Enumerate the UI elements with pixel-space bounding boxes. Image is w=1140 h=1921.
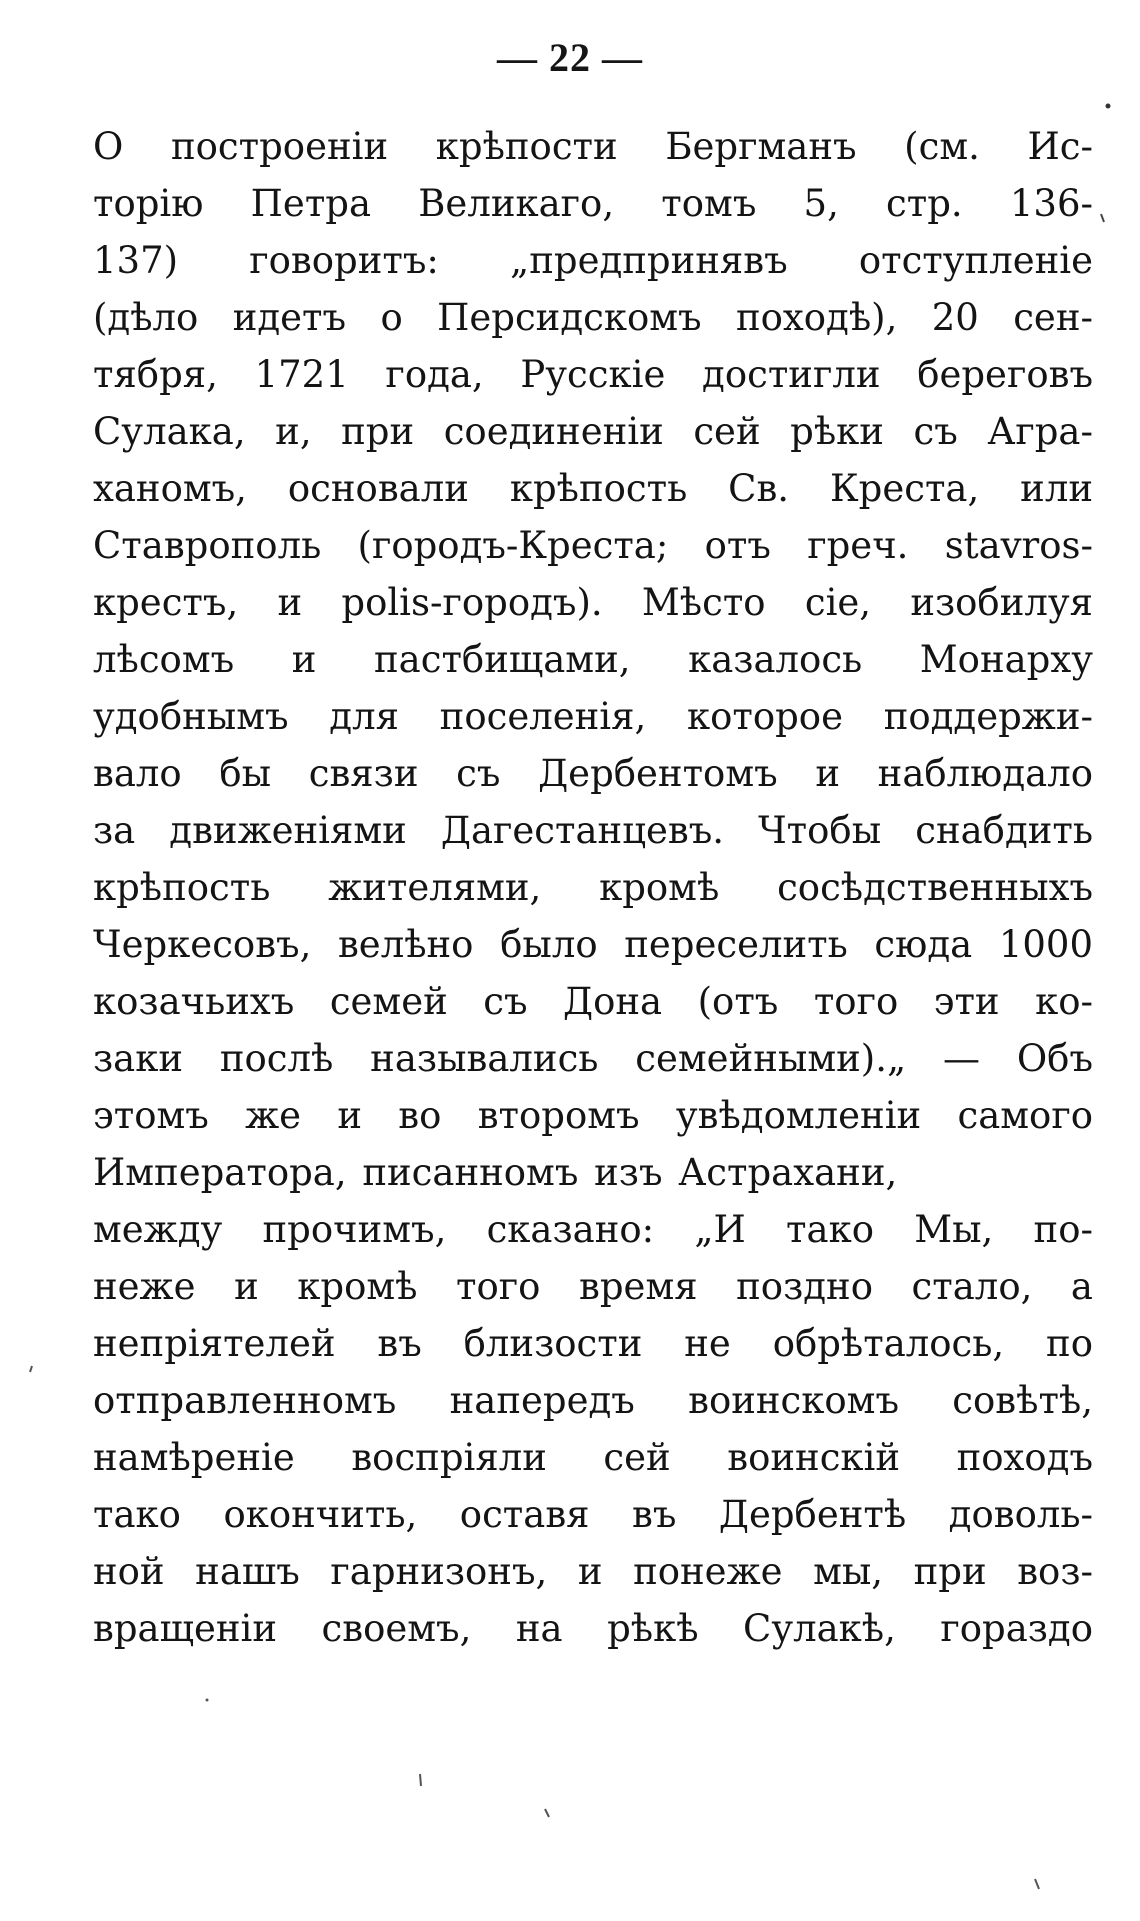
text-line: козачьихъ семей съ Дона (отъ того эти ко- bbox=[93, 980, 1093, 1023]
text-line: за движеніями Дагестанцевъ. Чтобы снабдить bbox=[93, 809, 1093, 852]
text-line: непріятелей въ близости не обрѣталось, по bbox=[93, 1322, 1093, 1365]
text-line: этомъ же и во второмъ увѣдомленіи самого bbox=[93, 1094, 1093, 1137]
text-line: лѣсомъ и пастбищами, казалось Монарху bbox=[93, 638, 1093, 681]
text-line: неже и кромѣ того время поздно стало, а bbox=[93, 1265, 1093, 1308]
text-line: Императора, писанномъ изъ Астрахани, bbox=[93, 1151, 898, 1194]
text-line: Ставрополь (городъ-Креста; отъ греч. stavros- bbox=[93, 524, 1093, 567]
scan-speck bbox=[1106, 104, 1111, 109]
scan-speck bbox=[1101, 214, 1104, 222]
text-line: удобнымъ для поселенія, которое поддержи- bbox=[93, 695, 1093, 738]
text-line: ной нашъ гарнизонъ, и понеже мы, при воз- bbox=[93, 1550, 1093, 1593]
text-line: крестъ, и polis-городъ). Мѣсто сіе, изобилуя bbox=[93, 581, 1093, 624]
text-line: крѣпость жителями, кромѣ сосѣдственныхъ bbox=[93, 866, 1093, 909]
text-line: вращеніи своемъ, на рѣкѣ Сулакѣ, гораздо bbox=[93, 1607, 1093, 1650]
text-line: отправленномъ напередъ воинскомъ совѣтѣ, bbox=[93, 1379, 1093, 1422]
text-line: заки послѣ назывались семейными).„ — Объ bbox=[93, 1037, 1093, 1080]
text-line: вало бы связи съ Дербентомъ и наблюдало bbox=[93, 752, 1093, 795]
text-line: (дѣло идетъ о Персидскомъ походѣ), 20 сен- bbox=[93, 296, 1093, 339]
text-line: 137) говоритъ: „предпринявъ отступленіе bbox=[93, 239, 1093, 282]
text-line: намѣреніе воспріяли сей воинскій походъ bbox=[93, 1436, 1093, 1479]
scan-speck bbox=[545, 1809, 549, 1817]
text-line: тако окончить, оставя въ Дербентѣ доволь- bbox=[93, 1493, 1093, 1536]
text-line: тября, 1721 года, Русскіе достигли береговъ bbox=[93, 353, 1093, 396]
text-line: торію Петра Великаго, томъ 5, стр. 136- bbox=[93, 182, 1093, 225]
scan-speck bbox=[1035, 1879, 1039, 1889]
text-line: Черкесовъ, велѣно было переселить сюда 1000 bbox=[93, 923, 1093, 966]
body-text bbox=[93, 118, 1093, 1657]
scan-speck bbox=[30, 1366, 32, 1372]
scan-speck bbox=[206, 1699, 209, 1702]
page-number: — 22 — bbox=[497, 35, 643, 80]
text-line: ханомъ, основали крѣпость Св. Креста, или bbox=[93, 467, 1093, 510]
text-line: О построеніи крѣпости Бергманъ (см. Ис- bbox=[93, 125, 1093, 168]
text-line: Сулака, и, при соединеніи сей рѣки съ Агра- bbox=[93, 410, 1093, 453]
text-line: между прочимъ, сказано: „И тако Мы, по- bbox=[93, 1208, 1093, 1251]
scan-speck bbox=[420, 1774, 421, 1786]
